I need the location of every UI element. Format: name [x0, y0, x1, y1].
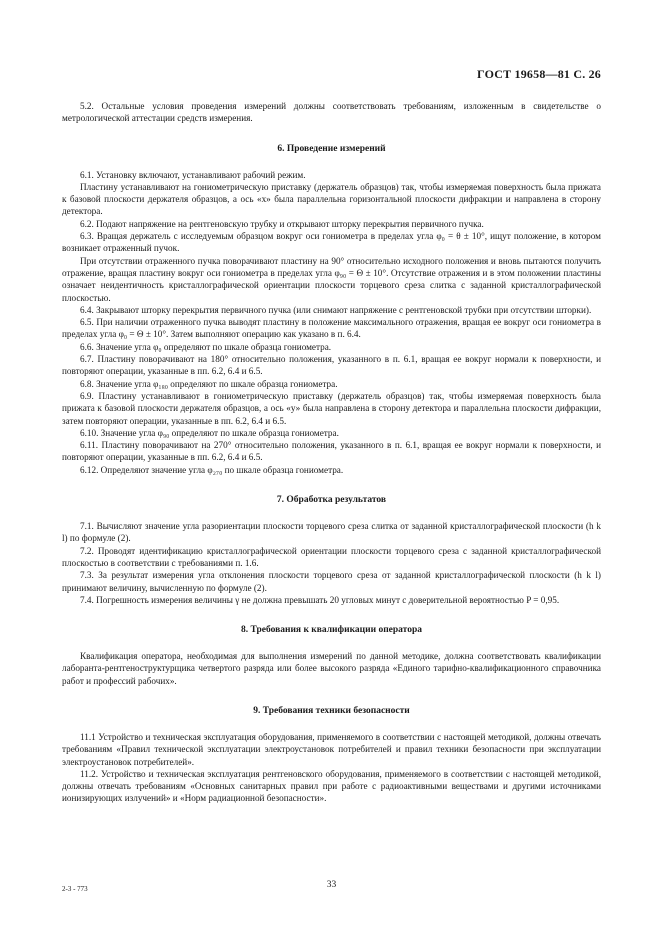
paragraph: 6.5. При наличии отраженного пучка выводят пластину в положение максимального отражения, вращая ее вокруг оси гониометра в пределах угла φ₀ = Θ ± 10°. Затем выполняют операцию как указано в п. 6.4.: [62, 317, 601, 340]
paragraph: Квалификация оператора, необходимая для выполнения измерений по данной методике, должна соответствовать квалификации лаборанта-рентгеноструктурщика четвертого разряда или более высокого разряда «Единого тарифно-квалификационного справочника работ и профессий рабочих».: [62, 651, 601, 686]
paragraph: 6.2. Подают напряжение на рентгеновскую трубку и открывают шторку перекрытия первичного пучка.: [80, 218, 484, 229]
paragraph: 6.8. Значение угла φ₁₈₀ определяют по шкале образца гониометра.: [80, 378, 338, 389]
page-number: 33: [326, 880, 337, 890]
paragraph: 6.3. Вращая держатель с исследуемым образцом вокруг оси гониометра в пределах угла φ₀ = θ ± 10°, ищут положение, в котором возникает отраженный пучок.: [62, 231, 601, 254]
section-heading: 7. Обработка результатов: [276, 495, 387, 506]
paragraph: 6.10. Значение угла φ₉₀ определяют по шкале образца гониометра.: [80, 427, 339, 438]
paragraph: 6.11. Пластину поворачивают на 270° относительно положения, указанного в п. 6.1, вращая ее вокруг нормали к поверхности, и повторяют операции, указанные в пп. 6.2, 6.4 и 6.5.: [62, 440, 601, 463]
paragraph: 6.9. Пластину устанавливают в гониометрическую приставку (держатель образцов) так, чтобы измеряемая поверхность была прижата к базовой плоскости держателя образцов, а ось «у» была направлена в сторону детектора и параллельна плоскости дифракции, затем повторяют операции, указанные в пп. 6.2, 6.4 и 6.5.: [62, 390, 601, 426]
paragraph: 7.2. Проводят идентификацию кристаллографической ориентации плоскости торцевого среза с заданной кристаллографической плоскостью в соответствии с требованиями п. 1.6.: [62, 545, 601, 568]
document-body: [62, 100, 601, 805]
paragraph: 6.1. Установку включают, устанавливают рабочий режим.: [80, 169, 306, 180]
page-header: ГОСТ 19658—81 С. 26: [477, 67, 601, 81]
print-code: 2-3 - 773: [62, 885, 88, 893]
paragraph: 6.7. Пластину поворачивают на 180° относительно положения, указанного в п. 6.1, вращая ее вокруг нормали к поверхности, и повторяют операции, указанные в пп. 6.2, 6.4 и 6.5.: [62, 354, 601, 377]
paragraph: 6.4. Закрывают шторку перекрытия первичного пучка (или снимают напряжение с рентгеновской трубки при отсутствии шторки).: [80, 304, 592, 315]
section-heading: 8. Требования к квалификации оператора: [240, 625, 423, 636]
paragraph: 11.1 Устройство и техническая эксплуатация оборудования, применяемого в соответствии с настоящей методикой, должны отвечать требованиям «Правил технической эксплуатации электроустановок потребителей и правил техники безопасности при эксплуатации электроустановок потребителей».: [62, 731, 601, 767]
paragraph: 6.6. Значение угла φ₀ определяют по шкале образца гониометра.: [80, 341, 332, 352]
paragraph: 7.4. Погрешность измерения величины γ не должна превышать 20 угловых минут с доверительной вероятностью P = 0,95.: [80, 594, 560, 605]
paragraph: 7.3. За результат измерения угла отклонения плоскости торцевого среза от заданной кристаллографической плоскости (h k l) принимают величину, вычисленную по формуле (2).: [62, 570, 601, 593]
paragraph: Пластину устанавливают на гониометрическую приставку (держатель образцов) так, чтобы измеряемая поверхность была прижата к базовой плоскости держателя образцов, а ось «х» была параллельна горизонтальной плоскости дифракции и направлена в сторону детектора.: [62, 181, 601, 217]
section-heading: 6. Проведение измерений: [277, 143, 386, 154]
paragraph: При отсутствии отраженного пучка поворачивают пластину на 90° относительно исходного положения и вновь пытаются получить отражение, вращая пластину вокруг оси гониометра в пределах угла φ₉₀ = Θ ± 10°. Отсутствие отражения и в этом положении пластины означает неидентичность кристаллографической ориентации плоскости торцевого среза слитка с заданной кристаллографической плоскостью.: [62, 255, 601, 303]
paragraph: 5.2. Остальные условия проведения измерений должны соответствовать требованиям, изложенным в свидетельстве о метрологической аттестации средств измерения.: [62, 101, 601, 124]
section-heading: 9. Требования техники безопасности: [253, 705, 410, 716]
paragraph: 6.12. Определяют значение угла φ₂₇₀ по шкале образца гониометра.: [80, 464, 344, 475]
paragraph: 11.2. Устройство и техническая эксплуатация рентгеновского оборудования, применяемого в соответствии с настоящей методикой, должны отвечать требованиям «Основных санитарных правил при работе с радиоактивными веществами и другими источниками ионизирующих излучений» и «Норм радиационной безопасности».: [62, 768, 601, 804]
document-page: [62, 0, 601, 936]
paragraph: 7.1. Вычисляют значение угла разориентации плоскости торцевого среза слитка от заданной кристаллографической плоскости (h k l) по формуле (2).: [62, 521, 601, 544]
